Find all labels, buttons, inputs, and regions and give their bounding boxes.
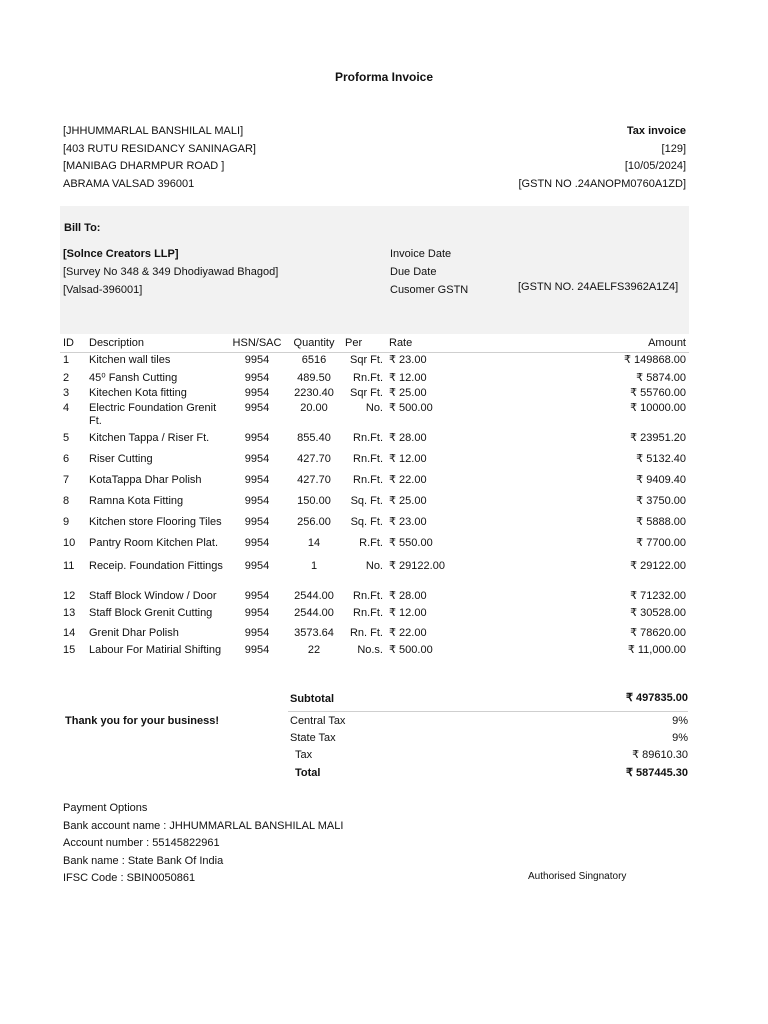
buyer-address-line: [Valsad-396001] [63,284,143,296]
table-row [60,371,689,386]
cell-amount: ₹ 55760.00 [630,386,686,399]
cell-quantity: 427.70 [297,452,331,465]
table-row [60,353,689,371]
cell-quantity: 489.50 [297,371,331,384]
cell-hsn: 9954 [244,643,270,656]
cell-per: No. [365,559,383,572]
cell-amount: ₹ 3750.00 [636,494,686,507]
cell-amount: ₹ 30528.00 [630,606,686,619]
cell-amount: ₹ 5132.40 [636,452,686,465]
cell-id: 12 [63,589,76,602]
cell-amount: ₹ 9409.40 [636,473,686,486]
cell-description: Ramna Kota Fitting [89,494,184,507]
cell-rate: ₹ 12.00 [389,606,427,619]
cell-rate: ₹ 12.00 [389,371,427,384]
cell-hsn: 9954 [244,452,270,465]
invoice-number: [129] [661,142,686,155]
cell-rate: ₹ 29122.00 [389,559,445,572]
cell-rate: ₹ 28.00 [389,589,427,602]
cell-id: 1 [63,354,70,366]
cell-quantity: 1 [310,559,318,572]
invoice-date: [10/05/2024] [624,160,686,172]
cell-amount: ₹ 5888.00 [636,515,686,528]
cell-per: Sq. Ft. [350,515,383,528]
column-header-id: ID [60,333,86,353]
cell-per: R.Ft. [359,536,383,549]
cell-id: 2 [63,371,70,384]
cell-per: Rn.Ft. [353,589,383,602]
cell-id: 15 [63,643,76,656]
bank-name: Bank name : State Bank Of India [63,854,224,867]
cell-description: Kitechen Kota fitting [89,386,187,399]
cell-per: Rn.Ft. [353,452,383,465]
cell-amount: ₹ 5874.00 [636,371,686,384]
cell-amount: ₹ 7700.00 [636,536,686,549]
table-row [60,452,689,473]
cell-quantity: 855.40 [297,431,331,444]
cell-per: Rn.Ft. [353,371,383,384]
column-header-quantity: Quantity [286,333,342,353]
cell-hsn: 9954 [244,386,270,399]
state-tax-label: State Tax [290,732,336,744]
cell-quantity: 150.00 [297,494,331,507]
cell-id: 5 [63,431,70,444]
cell-amount: ₹ 11,000.00 [627,643,686,656]
cell-hsn: 9954 [244,401,270,414]
table-row [60,431,689,452]
cell-amount: ₹ 23951.20 [630,431,686,444]
cell-hsn: 9954 [244,431,270,444]
central-tax-label: Central Tax [290,715,346,727]
cell-rate: ₹ 23.00 [389,354,427,366]
cell-hsn: 9954 [244,515,270,528]
cell-quantity: 14 [307,536,321,549]
cell-hsn: 9954 [244,589,270,602]
column-header-rate: Rate [386,333,514,353]
cell-rate: ₹ 23.00 [389,515,427,528]
bank-account-number: Account number : 55145822961 [63,837,220,849]
cell-id: 3 [63,386,70,399]
table-row [60,401,689,431]
table-row [60,626,689,643]
cell-description: Pantry Room Kitchen Plat. [89,536,219,549]
cell-description: Kitchen store Flooring Tiles [89,515,222,528]
total-label: Total [295,767,321,779]
cell-description: Staff Block Grenit Cutting [89,606,213,619]
cell-quantity: 22 [307,643,321,656]
buyer-block [63,245,278,299]
cell-hsn: 9954 [244,473,270,486]
cell-amount: ₹ 10000.00 [630,401,686,414]
cell-rate: ₹ 22.00 [389,473,427,486]
ifsc-code: IFSC Code : SBIN0050861 [63,872,196,884]
cell-rate: ₹ 500.00 [389,401,433,414]
cell-description: Receip. Foundation Fittings [89,559,223,572]
cell-id: 9 [63,515,70,528]
payment-options [63,800,343,888]
customer-gstn: [GSTN NO. 24AELFS3962A1Z4] [518,281,679,293]
table-row [60,536,689,559]
buyer-name: [Solnce Creators LLP] [63,248,179,260]
payment-heading: Payment Options [63,802,148,814]
cell-per: No. [365,401,383,414]
cell-per: Sq. Ft. [350,494,383,507]
cell-id: 8 [63,494,70,507]
seller-gstn: [GSTN NO .24ANOPM0760A1ZD] [518,177,686,190]
cell-description: Kitchen Tappa / Riser Ft. [89,431,210,444]
cell-id: 11 [63,559,75,572]
cell-per: Rn.Ft. [353,473,383,486]
invoice-meta [390,245,468,299]
table-row [60,606,689,626]
cell-per: Rn.Ft. [353,606,383,619]
cell-per: Sqr Ft. [349,354,383,366]
central-tax-value: 9% [672,715,688,727]
cell-quantity: 2544.00 [294,589,334,602]
due-date-label: Due Date [390,266,437,278]
seller-address-line: [MANIBAG DHARMPUR ROAD ] [63,160,225,172]
subtotal-value: ₹ 497835.00 [625,692,688,704]
customer-gstn-label: Cusomer GSTN [390,284,469,296]
state-tax-value: 9% [672,732,688,744]
cell-hsn: 9954 [244,559,270,572]
seller-name: [JHHUMMARLAL BANSHILAL MALI] [63,125,244,137]
subtotal-label: Subtotal [290,693,334,705]
cell-per: Rn.Ft. [353,431,383,444]
cell-id: 13 [63,606,76,619]
authorised-signatory: Authorised Singnatory [528,871,627,882]
tax-invoice-label: Tax invoice [626,125,686,137]
column-header-per: Per [342,333,386,353]
table-row [60,494,689,515]
cell-rate: ₹ 500.00 [389,643,433,656]
seller-address-line: [403 RUTU RESIDANCY SANINAGAR] [63,142,256,155]
cell-quantity: 2230.40 [294,386,334,399]
cell-description: Electric Foundation Grenit Ft. [89,401,217,427]
table-row [60,589,689,606]
cell-per: No.s. [357,643,383,656]
cell-description: Kitchen wall tiles [89,354,171,366]
cell-id: 4 [63,401,70,414]
total-value: ₹ 587445.30 [625,767,688,779]
cell-amount: ₹ 78620.00 [630,626,686,639]
cell-hsn: 9954 [244,606,270,619]
subtotal-divider [288,711,688,712]
cell-quantity: 3573.64 [294,626,334,639]
cell-id: 7 [63,473,70,486]
cell-description: Riser Cutting [89,452,153,465]
seller-block [63,123,256,193]
items-table [60,333,689,663]
cell-quantity: 256.00 [297,515,331,528]
column-header-description: Description [86,333,228,353]
cell-hsn: 9954 [244,626,270,639]
buyer-address-line: [Survey No 348 & 349 Dhodiyawad Bhagod] [63,266,279,278]
thank-you-note: Thank you for your business! [65,715,220,727]
tax-value: ₹ 89610.30 [632,749,688,761]
cell-quantity: 2544.00 [294,606,334,619]
column-header-hsn: HSN/SAC [228,333,286,353]
cell-description: Labour For Matirial Shifting [89,643,222,656]
cell-amount: ₹ 149868.00 [623,354,686,366]
table-row [60,515,689,536]
cell-description: KotaTappa Dhar Polish [89,473,202,486]
cell-description: 45⁰ Fansh Cutting [89,371,178,384]
cell-description: Staff Block Window / Door [89,589,217,602]
cell-amount: ₹ 71232.00 [630,589,686,602]
cell-quantity: 20.00 [300,401,328,414]
table-row [60,643,689,663]
cell-rate: ₹ 25.00 [389,386,427,399]
column-header-amount: Amount [514,333,689,353]
cell-hsn: 9954 [244,494,270,507]
cell-rate: ₹ 28.00 [389,431,427,444]
table-row [60,473,689,494]
document-title: Proforma Invoice [334,70,434,84]
cell-hsn: 9954 [244,536,270,549]
cell-rate: ₹ 12.00 [389,452,427,465]
seller-address-line: ABRAMA VALSAD 396001 [63,177,195,190]
cell-amount: ₹ 29122.00 [630,559,686,572]
cell-per: Sqr Ft. [349,386,383,399]
cell-id: 6 [63,452,70,465]
cell-description: Grenit Dhar Polish [89,626,179,639]
cell-id: 10 [63,536,76,549]
cell-rate: ₹ 22.00 [389,626,427,639]
tax-label: Tax [295,749,313,761]
table-header-row [60,333,689,353]
cell-per: Rn. Ft. [349,626,383,639]
invoice-date-label: Invoice Date [390,248,452,260]
table-row [60,386,689,401]
cell-quantity: 427.70 [297,473,331,486]
cell-rate: ₹ 550.00 [389,536,433,549]
cell-id: 14 [63,626,76,639]
table-row [60,559,689,589]
bank-account-name: Bank account name : JHHUMMARLAL BANSHILAL MALI [63,819,344,832]
cell-hsn: 9954 [244,371,270,384]
bill-to-label: Bill To: [64,222,101,234]
cell-quantity: 6516 [301,354,327,366]
tax-info-block [519,123,687,193]
cell-rate: ₹ 25.00 [389,494,427,507]
cell-hsn: 9954 [244,354,270,366]
